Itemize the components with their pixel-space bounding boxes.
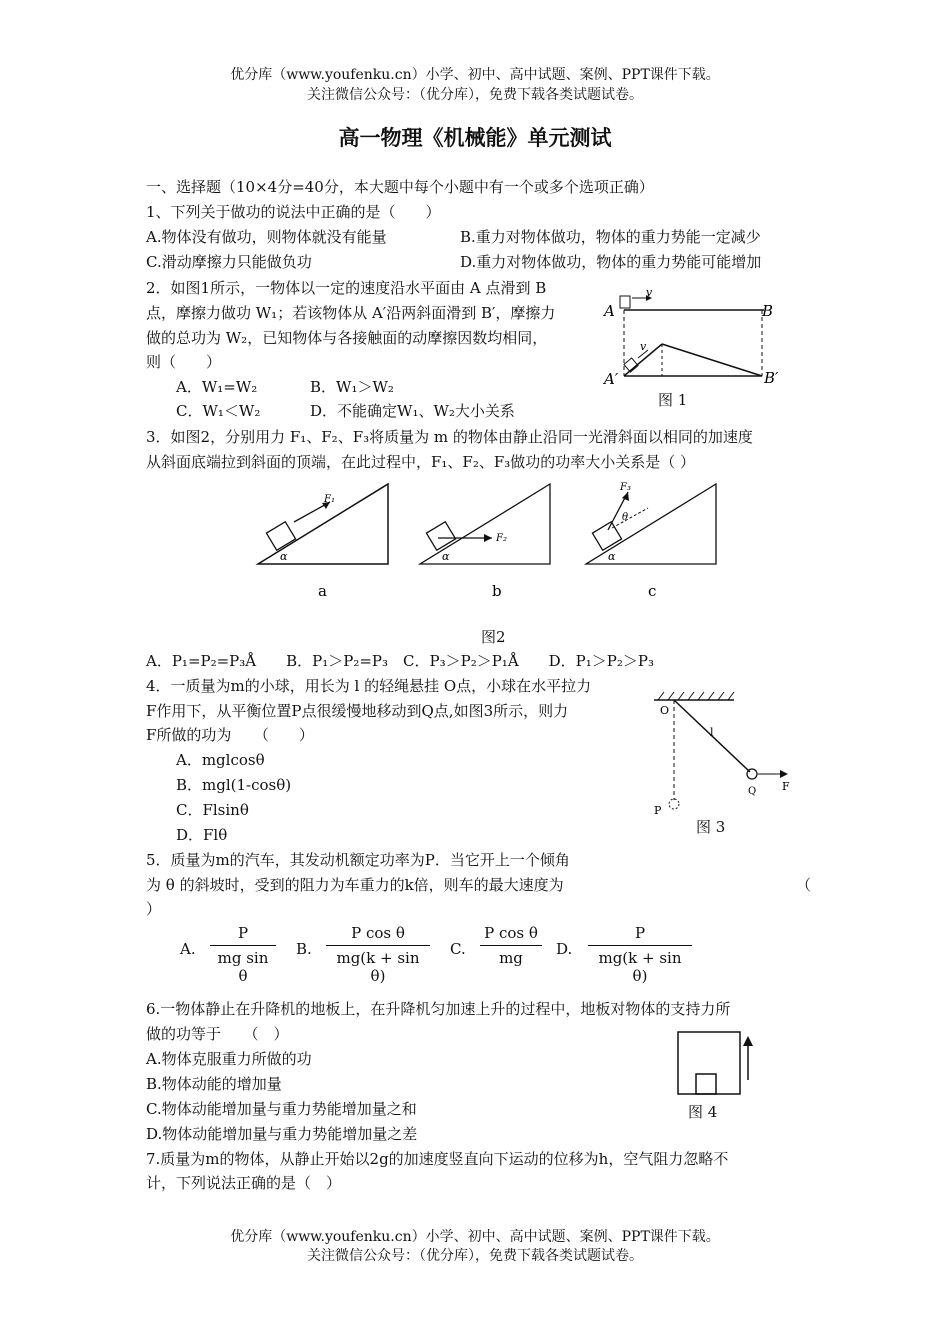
q5-option-b-fraction bbox=[326, 924, 430, 985]
q6-option-a: A.物体克服重力所做的功 bbox=[146, 1050, 312, 1068]
q2-option-a: A．W₁=W₂ bbox=[176, 378, 258, 396]
q2-option-c: C．W₁＜W₂ bbox=[176, 402, 261, 420]
q4-option-d: D．Flθ bbox=[176, 826, 228, 844]
q6-line1: 6.一物体静止在升降机的地板上，在升降机匀加速上升的过程中，地板对物体的支持力所 bbox=[146, 1000, 731, 1018]
svg-text:θ: θ bbox=[622, 512, 629, 523]
svg-text:B′: B′ bbox=[764, 369, 779, 387]
q1-option-c: C.滑动摩擦力只能做负功 bbox=[146, 253, 312, 271]
svg-text:v: v bbox=[640, 340, 647, 353]
svg-text:a: a bbox=[318, 582, 327, 600]
q1-option-b: B.重力对物体做功，物体的重力势能一定减少 bbox=[460, 228, 761, 246]
svg-text:l: l bbox=[710, 726, 714, 739]
svg-text:α: α bbox=[280, 550, 288, 563]
svg-text:α: α bbox=[442, 550, 450, 563]
q3-line1: 3．如图2，分别用力 F₁、F₂、F₃将质量为 m 的物体由静止沿同一光滑斜面以相同的加速度 bbox=[146, 428, 753, 446]
q5-option-d-fraction bbox=[588, 924, 692, 985]
q4-option-c: C．Flsinθ bbox=[176, 801, 249, 819]
svg-text:A′: A′ bbox=[604, 370, 619, 388]
figure-4 bbox=[670, 1026, 770, 1098]
svg-text:A: A bbox=[604, 302, 615, 320]
q5-option-c-label: C. bbox=[450, 940, 466, 958]
q5-line1: 5．质量为m的汽车，其发动机额定功率为P．当它开上一个倾角 bbox=[146, 851, 570, 869]
q1-stem: 1、下列关于做功的说法中正确的是（ ） bbox=[146, 203, 441, 221]
q5-option-a-num: P bbox=[237, 924, 249, 942]
svg-text:P: P bbox=[654, 804, 662, 817]
svg-text:B: B bbox=[762, 302, 774, 320]
q2-line4: 则（ ） bbox=[146, 353, 222, 371]
q5-option-a-fraction bbox=[210, 924, 276, 985]
q5-option-a-label: A. bbox=[180, 940, 196, 958]
q5-option-d-label: D. bbox=[556, 940, 573, 958]
q1-option-a: A.物体没有做功，则物体就没有能量 bbox=[146, 228, 387, 246]
svg-text:F₂: F₂ bbox=[496, 533, 507, 544]
q5-option-c-den: mg bbox=[480, 945, 542, 967]
q5-option-c-fraction bbox=[480, 924, 542, 967]
q7-line2: 计，下列说法正确的是（ ） bbox=[146, 1174, 342, 1192]
q4-option-a: A．mglcosθ bbox=[176, 751, 265, 769]
q2-line3: 做的总功为 W₂，已知物体与各接触面的动摩擦因数均相同， bbox=[146, 329, 548, 347]
figure-1 bbox=[596, 280, 796, 390]
q6-option-c: C.物体动能增加量与重力势能增加量之和 bbox=[146, 1100, 417, 1118]
svg-text:O: O bbox=[660, 704, 670, 717]
figure-2 bbox=[250, 478, 730, 608]
svg-text:b: b bbox=[492, 582, 502, 600]
site-banner-line1: 优分库（www.youfenku.cn）小学、初中、高中试题、案例、PPT课件下载。 bbox=[230, 67, 720, 83]
q5-paren-close: ） bbox=[146, 900, 162, 918]
svg-text:F₁: F₁ bbox=[324, 494, 335, 505]
q5-option-d-den: mg(k + sin θ) bbox=[588, 945, 692, 985]
q2-option-d: D．不能确定W₁、W₂大小关系 bbox=[310, 402, 515, 420]
q4-line3: F所做的功为 （ ） bbox=[146, 726, 314, 744]
svg-text:v: v bbox=[646, 286, 653, 299]
page-title: 高一物理《机械能》单元测试 bbox=[338, 126, 612, 150]
figure-4-caption: 图 4 bbox=[688, 1103, 718, 1121]
q1-option-d: D.重力对物体做功，物体的重力势能可能增加 bbox=[460, 253, 762, 271]
q5-line2: 为 θ 的斜坡时，受到的阻力为车重力的k倍，则车的最大速度为 bbox=[146, 876, 564, 894]
q2-line1: 2．如图1所示，一物体以一定的速度沿水平面由 A 点滑到 B bbox=[146, 279, 547, 297]
site-footer-line2: 关注微信公众号：（优分库），免费下载各类试题试卷。 bbox=[307, 1248, 643, 1264]
figure-3 bbox=[644, 686, 804, 826]
figure-2-caption: 图2 bbox=[481, 628, 506, 646]
figure-3-caption: 图 3 bbox=[696, 818, 726, 836]
svg-text:F₃: F₃ bbox=[620, 482, 631, 493]
q3-options: A．P₁=P₂=P₃Å B．P₁＞P₂=P₃ C．P₃＞P₂＞P₁Å D．P₁＞P₂＞P₃ bbox=[146, 652, 655, 670]
q5-option-c-num: P cos θ bbox=[484, 924, 538, 942]
q5-paren-open: （ bbox=[796, 876, 812, 894]
site-footer-line1: 优分库（www.youfenku.cn）小学、初中、高中试题、案例、PPT课件下载。 bbox=[230, 1229, 720, 1245]
q2-line2: 点，摩擦力做功 W₁；若该物体从 A′沿两斜面滑到 B′，摩擦力 bbox=[146, 304, 556, 322]
q5-option-b-num: P cos θ bbox=[351, 924, 405, 942]
q4-line1: 4．一质量为m的小球，用长为 l 的轻绳悬挂 O点，小球在水平拉力 bbox=[146, 677, 592, 695]
q5-option-d-num: P bbox=[634, 924, 646, 942]
q5-option-b-den: mg(k + sin θ) bbox=[326, 945, 430, 985]
q6-option-b: B.物体动能的增加量 bbox=[146, 1075, 282, 1093]
q4-line2: F作用下，从平衡位置P点很缓慢地移动到Q点,如图3所示，则力 bbox=[146, 702, 569, 720]
svg-text:α: α bbox=[608, 550, 616, 563]
q5-option-a-den: mg sin θ bbox=[210, 945, 276, 985]
section-heading: 一、选择题（10×4分=40分，本大题中每个小题中有一个或多个选项正确） bbox=[146, 178, 654, 196]
figure-1-caption: 图 1 bbox=[658, 391, 688, 409]
q3-line2: 从斜面底端拉到斜面的顶端，在此过程中，F₁、F₂、F₃做功的功率大小关系是（ ） bbox=[146, 453, 696, 471]
q6-option-d: D.物体动能增加量与重力势能增加量之差 bbox=[146, 1125, 418, 1143]
svg-text:c: c bbox=[648, 582, 657, 600]
q7-line1: 7.质量为m的物体，从静止开始以2g的加速度竖直向下运动的位移为h，空气阻力忽略不 bbox=[146, 1150, 729, 1168]
q2-option-b: B．W₁＞W₂ bbox=[310, 378, 394, 396]
svg-text:F: F bbox=[782, 780, 790, 793]
q4-option-b: B．mgl(1-cosθ) bbox=[176, 776, 292, 794]
site-banner-line2: 关注微信公众号：（优分库），免费下载各类试题试卷。 bbox=[307, 87, 643, 103]
q5-option-b-label: B. bbox=[296, 940, 312, 958]
svg-text:Q: Q bbox=[748, 786, 757, 797]
q6-line2: 做的功等于 （ ） bbox=[146, 1025, 289, 1043]
